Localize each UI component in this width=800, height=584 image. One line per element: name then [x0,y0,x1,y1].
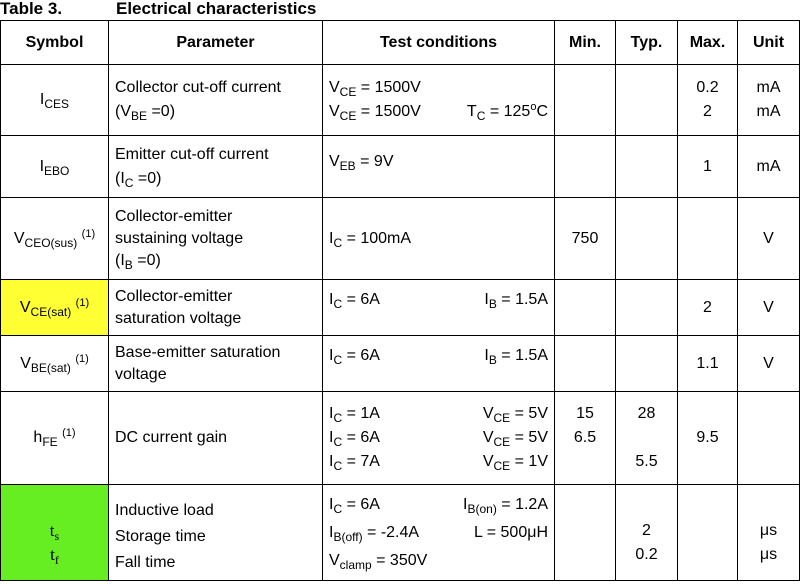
parameter-line: Base-emitter saturation [115,343,281,361]
condition-a [329,288,380,312]
text: = 6A [342,291,380,308]
parameter-line: Inductive load [115,501,214,519]
text: = 1500V [356,103,421,120]
text-sup: o [530,101,537,113]
text-sub: C [333,235,343,250]
symbol-sub: f [54,552,59,567]
min-cell [555,136,616,198]
text-sub: CE [339,109,357,123]
parameter-cell [109,485,323,581]
parameter-line: Fall time [115,553,176,571]
condition-a [329,100,421,124]
parameter-line [115,100,322,124]
text-sub: CE [493,411,511,425]
text-sub: B [488,353,497,367]
table-number: Table 3. [0,0,63,18]
unit-cell: V [738,336,800,392]
test-conditions-cell [323,65,555,136]
test-conditions-cell [323,392,555,485]
condition-line [329,402,554,426]
typ-cell [616,280,678,336]
header-unit: Unit [738,21,800,65]
test-conditions-cell [323,136,555,198]
condition-line [329,519,554,547]
symbol-line [1,519,108,543]
symbol-sub: s [54,528,60,543]
text: = 1.2A [496,495,548,513]
parameter-line: Collector-emitter [115,207,233,225]
text: =0) [132,251,161,269]
text: I [329,453,334,470]
test-conditions-cell [323,485,555,581]
parameter-line [115,250,322,272]
condition-line [329,227,554,251]
text-sub: C [333,435,343,449]
symbol-cell [1,392,109,485]
table-row [1,485,800,581]
symbol-base: t [49,520,55,540]
text: =0) [133,169,162,187]
text: = 125 [485,103,531,120]
condition-line [329,76,554,100]
footnote-ref: (1) [62,427,76,439]
empty-line [616,426,677,450]
typ-value: 2 [642,521,651,539]
typ-cell [616,336,678,392]
symbol-base: I [39,91,45,108]
symbol-base: t [50,544,55,564]
condition-a [329,491,380,519]
min-cell [555,280,616,336]
parameter-line: voltage [115,365,167,383]
header-symbol: Symbol [1,21,109,65]
condition-a [329,519,419,547]
text: (V [115,103,131,120]
unit-cell: V [738,198,800,280]
text: I [329,347,334,364]
condition-a [329,344,380,368]
text: (I [115,169,125,187]
condition-b [484,344,548,368]
unit-cell: V [738,280,800,336]
parameter-cell: DC current gain [109,392,323,485]
text: T [466,103,477,120]
symbol-cell [1,65,109,136]
max-cell: 1 [678,136,738,198]
unit-cell: mA [738,136,800,198]
text: I [329,523,334,541]
min-cell [555,336,616,392]
table-row [1,392,800,485]
header-min: Min. [555,21,616,65]
condition-line [329,491,554,519]
symbol-cell [1,336,109,392]
text: = 6A [342,495,380,513]
typ-value: 5.5 [635,453,658,470]
test-conditions-cell [323,198,555,280]
symbol-cell [1,198,109,280]
text: = 6A [342,429,380,446]
empty-line [555,450,615,474]
parameter-cell [109,198,323,280]
condition-b [463,491,548,519]
text: = 350V [371,551,428,569]
text: (I [115,251,125,269]
parameter-cell [109,336,323,392]
parameter-line: sustaining voltage [115,229,244,247]
text: V [482,429,494,446]
text: = -2.4A [362,523,420,541]
header-max: Max. [678,21,738,65]
header-typ: Typ. [616,21,678,65]
condition-line [329,150,554,174]
text-sub: C [476,109,486,123]
condition-line [329,450,554,474]
symbol-sub: EBO [44,163,70,178]
condition-line [329,288,554,312]
typ-cell [616,392,678,485]
min-cell [555,65,616,136]
text-sub: B(off) [333,529,363,544]
max-value: 2 [703,103,712,120]
header-row [1,21,800,65]
text-sub: B [488,297,497,311]
test-conditions-cell [323,280,555,336]
min-cell: 750 [555,198,616,280]
text-sub: C [333,501,343,516]
table-row [1,336,800,392]
typ-cell [616,136,678,198]
parameter-line: Emitter cut-off current [115,145,269,163]
text: = 1.5A [496,291,548,308]
max-cell [678,65,738,136]
text-sub: EB [339,159,356,173]
condition-line [329,100,554,124]
parameter-line: Collector-emitter [115,287,233,305]
text-sub: C [333,297,343,311]
typ-value: 28 [637,405,656,422]
text-sub: B(on) [467,501,497,516]
text-sub: C [333,411,343,425]
condition-a [329,450,380,474]
text-sub: CE [339,85,357,99]
test-conditions-cell [323,336,555,392]
text: = 1.5A [496,347,548,364]
unit-cell [738,392,800,485]
text: = 5V [510,429,548,446]
header-test-conditions: Test conditions [323,21,555,65]
max-cell: 1.1 [678,336,738,392]
unit-cell [738,485,800,581]
text: = 1A [342,405,380,422]
text: = 9V [355,153,394,170]
condition-line [329,344,554,368]
condition-b [483,402,548,426]
footnote-ref: (1) [75,296,90,309]
text-sub: clamp [339,557,372,572]
text-sub: C [333,459,343,473]
symbol-base: h [33,429,43,446]
min-value: 15 [576,405,594,422]
text: I [329,229,334,247]
min-cell [555,392,616,485]
condition-line [329,426,554,450]
footnote-ref: (1) [75,352,89,365]
text-sub: C [333,353,343,367]
condition-b [483,450,548,474]
text-sub: CE [493,435,511,449]
text: = 1V [510,453,548,470]
parameter-cell [109,136,323,198]
symbol-cell-highlighted [1,280,109,336]
symbol-cell-highlighted [1,485,109,581]
max-cell: 2 [678,280,738,336]
parameter-line: saturation voltage [115,309,242,327]
text-sub: CE [493,459,511,473]
symbol-sub: CES [44,97,70,111]
text-sub: B [124,257,133,272]
condition-a [329,426,380,450]
unit-value: μs [759,545,778,563]
text: V [482,453,494,470]
text: V [329,103,340,120]
text: = 100mA [342,229,412,247]
table-row [1,280,800,336]
symbol-base: V [20,354,31,372]
unit-value: mA [756,79,781,96]
text-sub: C [124,175,134,190]
symbol-cell [1,136,109,198]
typ-cell [616,65,678,136]
condition-b [467,100,548,124]
text: = 7A [342,453,380,470]
symbol-sub: CE(sat) [30,304,72,319]
condition-b [484,288,548,312]
max-cell [678,485,738,581]
symbol-base: I [39,157,45,175]
symbol-sub: FE [42,435,58,449]
text: I [329,429,334,446]
text: C [536,103,548,120]
text: V [329,153,340,170]
unit-value: μs [759,521,778,539]
text: =0) [147,103,176,120]
parameter-line [115,167,322,191]
text: = 1500V [356,79,421,96]
symbol-sub: CEO(sus) [24,235,78,250]
text: I [329,495,334,513]
condition-line [329,547,554,575]
symbol-line [1,543,108,567]
symbol-base: V [13,229,25,247]
text-sub: BE [131,109,148,123]
text: I [484,347,489,364]
typ-value: 0.2 [635,545,658,563]
text: V [329,551,340,569]
text: I [463,495,468,513]
max-cell [678,198,738,280]
unit-value: mA [756,103,781,120]
text: I [484,291,489,308]
parameter-cell [109,280,323,336]
max-cell: 9.5 [678,392,738,485]
condition-b: L = 500μH [473,523,548,541]
typ-cell [616,485,678,581]
table-row [1,198,800,280]
table-caption [0,0,316,20]
text: V [482,405,494,422]
condition-b [483,426,548,450]
condition-a [329,402,380,426]
text: = 5V [510,405,548,422]
text: I [329,405,334,422]
symbol-sub: BE(sat) [30,360,71,375]
min-value: 6.5 [573,429,597,446]
parameter-line: Collector cut-off current [115,79,281,96]
parameter-cell [109,65,323,136]
footnote-ref: (1) [81,227,96,240]
unit-cell [738,65,800,136]
text: = 6A [342,347,380,364]
parameter-line: Storage time [115,527,206,545]
electrical-characteristics-table [0,20,800,581]
table-row [1,65,800,136]
table-title: Electrical characteristics [116,0,317,18]
text: V [329,79,340,96]
min-cell [555,485,616,581]
max-value: 0.2 [696,79,719,96]
symbol-base: V [19,298,31,316]
typ-cell [616,198,678,280]
table-row [1,136,800,198]
header-parameter: Parameter [109,21,323,65]
text: I [329,291,334,308]
